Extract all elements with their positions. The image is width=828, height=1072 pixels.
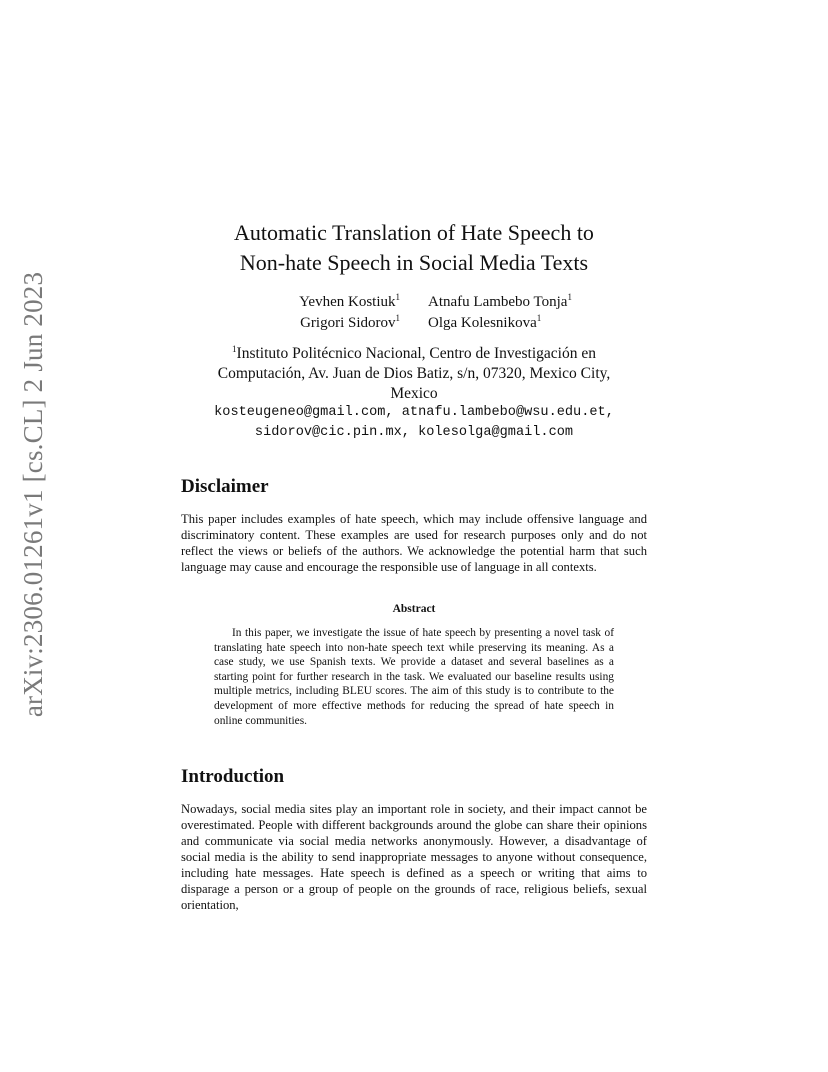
- emails-line-1: kosteugeneo@gmail.com, atnafu.lambebo@wsu.edu.et,: [214, 405, 614, 420]
- author-row-2: [0, 313, 828, 334]
- author-3-affil-mark: 1: [395, 313, 400, 323]
- paper-title-line-1: Automatic Translation of Hate Speech to: [234, 220, 594, 245]
- author-1-name: Yevhen Kostiuk: [299, 294, 396, 310]
- affiliation-line-2: Computación, Av. Juan de Dios Batiz, s/n, 07320, Mexico City,: [217, 365, 611, 382]
- author-2-name: Atnafu Lambebo Tonja: [428, 294, 568, 310]
- disclaimer-heading: Disclaimer: [181, 476, 269, 497]
- author-1-affil-mark: 1: [395, 292, 400, 302]
- introduction-text: Nowadays, social media sites play an important role in society, and their impact cannot be overestimated. People with different backgrounds around the globe can share their opinions and communicate via social media networks anonymously. However, a disadvantage of social media is the ability to send inappropriate messages to anyone without consequence, including hate messages. Hate speech is defined as a speech or writing that aims to disparage a person or a group of people on the grounds of race, religious beliefs, sexual orientation,: [181, 802, 647, 912]
- author-row-1: [0, 292, 828, 313]
- author-list: [0, 292, 828, 334]
- author-3-name: Grigori Sidorov: [300, 315, 396, 331]
- affiliation-line-1-text: Instituto Politécnico Nacional, Centro de Investigación en: [236, 345, 596, 362]
- author-4-affil-mark: 1: [536, 313, 542, 323]
- affiliation-line-3: Mexico: [390, 385, 438, 402]
- affiliation-mark: 1: [232, 344, 237, 354]
- author-3: [232, 313, 400, 334]
- author-4-name: Olga Kolesnikova: [428, 315, 537, 331]
- author-2-affil-mark: 1: [567, 292, 572, 302]
- emails-line-2: sidorov@cic.pin.mx, kolesolga@gmail.com: [254, 425, 574, 440]
- paper-title-line-2: Non-hate Speech in Social Media Texts: [239, 250, 589, 275]
- disclaimer-text: This paper includes examples of hate speech, which may include offensive language and discriminatory content. These examples are used for research purposes only and do not reflect the views or beliefs of the authors. We acknowledge the potential harm that such language may cause and encourage the responsible use of language in all contexts.: [181, 512, 647, 574]
- arxiv-identifier-stamp: [10, 271, 58, 717]
- paper-title: [0, 218, 828, 278]
- author-1: [232, 292, 400, 313]
- author-4: [428, 313, 596, 334]
- abstract-heading: Abstract: [392, 603, 436, 615]
- author-2: [428, 292, 596, 313]
- abstract-text: In this paper, we investigate the issue of hate speech by presenting a novel task of translating hate speech into non-hate speech text while preserving its meaning. As a case study, we use Spanish texts. We provide a dataset and several baselines as a starting point for further research in the task. We evaluated our baseline results using multiple metrics, including BLEU scores. The aim of this study is to contribute to the development of more effective methods for reducing the spread of hate speech in online communities.: [214, 627, 614, 727]
- arxiv-identifier-text: arXiv:2306.01261v1 [cs.CL] 2 Jun 2023: [18, 271, 49, 717]
- author-emails: [120, 403, 708, 443]
- introduction-heading: Introduction: [181, 766, 285, 787]
- affiliation-line-1: [170, 344, 658, 364]
- affiliation: [170, 344, 658, 404]
